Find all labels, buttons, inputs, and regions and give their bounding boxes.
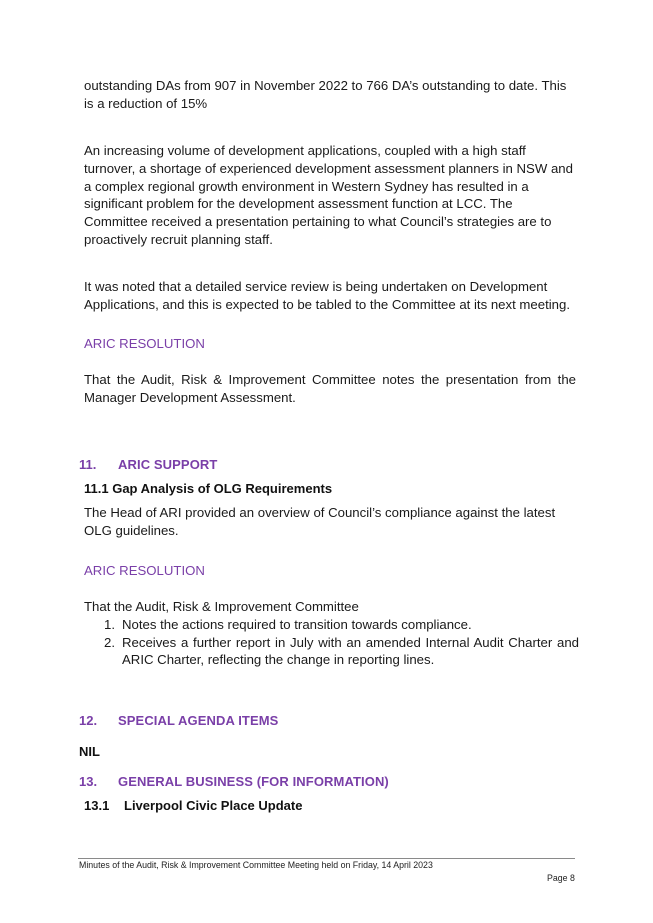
resolution-item-text: Receives a further report in July with an amended Internal Audit Charter and ARIC Charter, reflecting the change in reporting lines. bbox=[122, 634, 579, 668]
resolution-list-item bbox=[84, 634, 579, 670]
intro-paragraph-3: It was noted that a detailed service review is being undertaken on Development Applications, and this is expected to be tabled to the Committee at its next meeting. bbox=[84, 279, 571, 312]
subsection-11-1-number: 11.1 bbox=[84, 481, 109, 496]
aric-resolution-text: That the Audit, Risk & Improvement Committee notes the presentation from the Manager Development Assessment. bbox=[84, 372, 576, 405]
section-11-title: ARIC SUPPORT bbox=[118, 457, 218, 472]
section-12-title: SPECIAL AGENDA ITEMS bbox=[118, 713, 279, 728]
aric-resolution-2-block bbox=[84, 598, 579, 669]
subsection-11-1-title: Gap Analysis of OLG Requirements bbox=[112, 481, 333, 496]
section-11-text: The Head of ARI provided an overview of Council’s compliance against the latest OLG guidelines. bbox=[84, 505, 556, 538]
subsection-13-1-number: 13.1 bbox=[84, 798, 110, 813]
intro-paragraph-1: outstanding DAs from 907 in November 2022 to 766 DA’s outstanding to date. This is a reduction of 15% bbox=[84, 78, 567, 111]
intro-paragraph-2: An increasing volume of development applications, coupled with a high staff turnover, a shortage of experienced development assessment planners in NSW and a complex regional growth environment in Western Sydney has resulted in a significant problem for the development assessment function at LCC. The Committee received a presentation pertaining to what Council’s strategies are to proactively recruit planning staff. bbox=[84, 143, 573, 247]
footer-divider bbox=[78, 858, 575, 859]
section-12-number: 12. bbox=[79, 713, 98, 728]
section-11-number: 11. bbox=[79, 457, 97, 472]
subsection-11-1-heading bbox=[84, 481, 332, 496]
aric-resolution-2-intro: That the Audit, Risk & Improvement Committee bbox=[84, 599, 359, 614]
aric-resolution-heading: ARIC RESOLUTION bbox=[84, 336, 205, 351]
resolution-list bbox=[84, 616, 579, 669]
resolution-list-item bbox=[84, 616, 579, 634]
page-number: Page 8 bbox=[547, 873, 575, 883]
subsection-13-1-title: Liverpool Civic Place Update bbox=[124, 798, 303, 813]
aric-resolution-heading-2: ARIC RESOLUTION bbox=[84, 563, 205, 578]
footer-text: Minutes of the Audit, Risk & Improvement Committee Meeting held on Friday, 14 April 2023 bbox=[79, 860, 433, 870]
resolution-item-number: 2. bbox=[104, 634, 115, 650]
section-13-number: 13. bbox=[79, 774, 98, 789]
section-12-nil: NIL bbox=[79, 744, 100, 759]
resolution-item-number: 1. bbox=[104, 616, 115, 632]
resolution-item-text: Notes the actions required to transition towards compliance. bbox=[122, 616, 472, 632]
section-13-title: GENERAL BUSINESS (FOR INFORMATION) bbox=[118, 774, 389, 789]
